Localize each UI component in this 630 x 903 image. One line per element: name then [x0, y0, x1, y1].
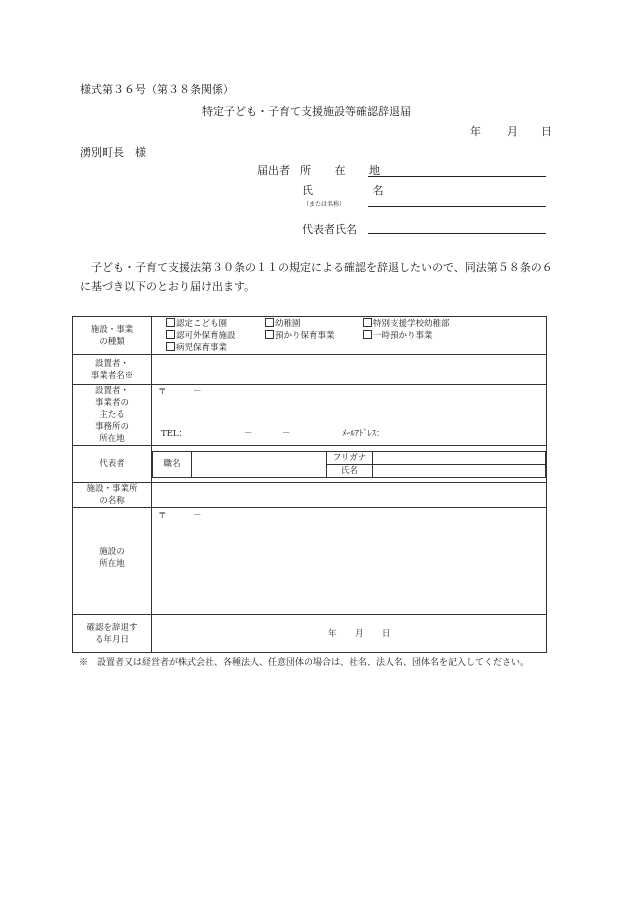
- rep-name-field[interactable]: [373, 464, 546, 477]
- operator-name-label: 設置者・ 事業者名※: [73, 355, 152, 385]
- checkbox-unlicensed-nursery[interactable]: 認可外保育施設: [166, 330, 265, 342]
- checkbox-icon: [363, 330, 372, 339]
- operator-name-row: [73, 355, 547, 385]
- checkbox-special-school-kindergarten[interactable]: 特別支援学校幼稚部: [363, 318, 450, 330]
- furigana-field[interactable]: [373, 451, 546, 464]
- operator-name-field[interactable]: [152, 355, 547, 385]
- postal-dash: －: [193, 387, 202, 397]
- withdrawal-date-label: 確認を辞退す る年月日: [73, 615, 152, 653]
- checkbox-kindergarten[interactable]: 幼稚園: [265, 318, 363, 330]
- facility-location-row: [73, 508, 547, 615]
- position-label: 職名: [153, 451, 192, 477]
- checkbox-sick-child-care[interactable]: 病児保育事業: [166, 342, 227, 354]
- checkbox-icon: [265, 318, 274, 327]
- representative-name-input-line[interactable]: [368, 233, 546, 234]
- form-number: 様式第３６号（第３８条関係）: [80, 83, 234, 96]
- facility-name-row: [73, 483, 547, 508]
- facility-location-field[interactable]: [152, 508, 547, 615]
- body-text-line-1: 子ども・子育て支援法第３０条の１１の規定による確認を辞退したいので、同法第５８条の６: [91, 261, 553, 274]
- withdraw-year-label: 年: [328, 629, 337, 639]
- facility-name-label: 施設・事業所 の名称: [73, 483, 152, 508]
- checkbox-icon: [363, 318, 372, 327]
- withdrawal-date-row: [73, 615, 547, 653]
- withdrawal-date-field[interactable]: [152, 615, 547, 653]
- checkbox-icon: [166, 318, 175, 327]
- checkbox-temporary-care[interactable]: 一時預かり事業: [363, 330, 433, 342]
- address-input-line[interactable]: [368, 176, 546, 177]
- office-address-label: 設置者・ 事業者の 主たる 事務所の 所在地: [73, 385, 152, 446]
- office-address-field[interactable]: [152, 385, 547, 446]
- withdraw-day-label: 日: [382, 629, 391, 639]
- applicant-label: 届出者: [257, 164, 290, 177]
- office-address-row: [73, 385, 547, 446]
- representative-name-label: 代表者氏名: [302, 223, 357, 236]
- address-label: 所 在 地: [300, 164, 390, 177]
- body-text-line-2: に基づき以下のとおり届け出ます。: [80, 280, 256, 293]
- checkbox-certified-childcare[interactable]: 認定こども園: [166, 318, 265, 330]
- date-year-label: 年: [470, 125, 481, 138]
- rep-name-label: 氏名: [327, 464, 373, 477]
- tel-dash-1: －: [244, 429, 253, 439]
- checkbox-icon: [265, 330, 274, 339]
- email-label: ﾒｰﾙｱﾄﾞﾚｽ：: [342, 429, 385, 439]
- form-title: 特定子ども・子育て支援施設等確認辞退届: [202, 105, 411, 118]
- postal-mark: 〒: [158, 387, 167, 397]
- furigana-label: フリガナ: [327, 451, 373, 464]
- representative-fields: [152, 446, 547, 483]
- addressee: 湧別町長 様: [80, 146, 146, 159]
- checkbox-extended-care[interactable]: 預かり保育事業: [265, 330, 363, 342]
- date-month-label: 月: [507, 125, 518, 138]
- facility-postal-mark: 〒: [158, 511, 167, 521]
- tel-label: TEL：: [161, 429, 188, 439]
- withdraw-month-label: 月: [355, 629, 364, 639]
- facility-type-label: 施設・事業 の種類: [73, 317, 152, 355]
- representative-label: 代表者: [73, 446, 152, 483]
- position-field[interactable]: [192, 451, 327, 477]
- footnote: ※ 設置者又は経営者が株式会社、各種法人、任意団体の場合は、社名、法人名、団体名を記入してください。: [79, 658, 530, 668]
- tel-dash-2: －: [282, 429, 291, 439]
- facility-postal-dash: －: [193, 511, 202, 521]
- name-note: （または名称）: [303, 201, 346, 208]
- facility-location-label: 施設の 所在地: [73, 508, 152, 615]
- facility-name-field[interactable]: [152, 483, 547, 508]
- name-label: 氏 名: [302, 184, 412, 197]
- confirmation-withdrawal-table: [72, 316, 547, 653]
- checkbox-icon: [166, 330, 175, 339]
- name-input-line[interactable]: [368, 206, 546, 207]
- facility-type-options: [152, 317, 547, 355]
- representative-inner-table: [152, 451, 546, 478]
- facility-type-row: [73, 317, 547, 355]
- representative-row: [73, 446, 547, 483]
- checkbox-icon: [166, 342, 175, 351]
- date-day-label: 日: [541, 125, 552, 138]
